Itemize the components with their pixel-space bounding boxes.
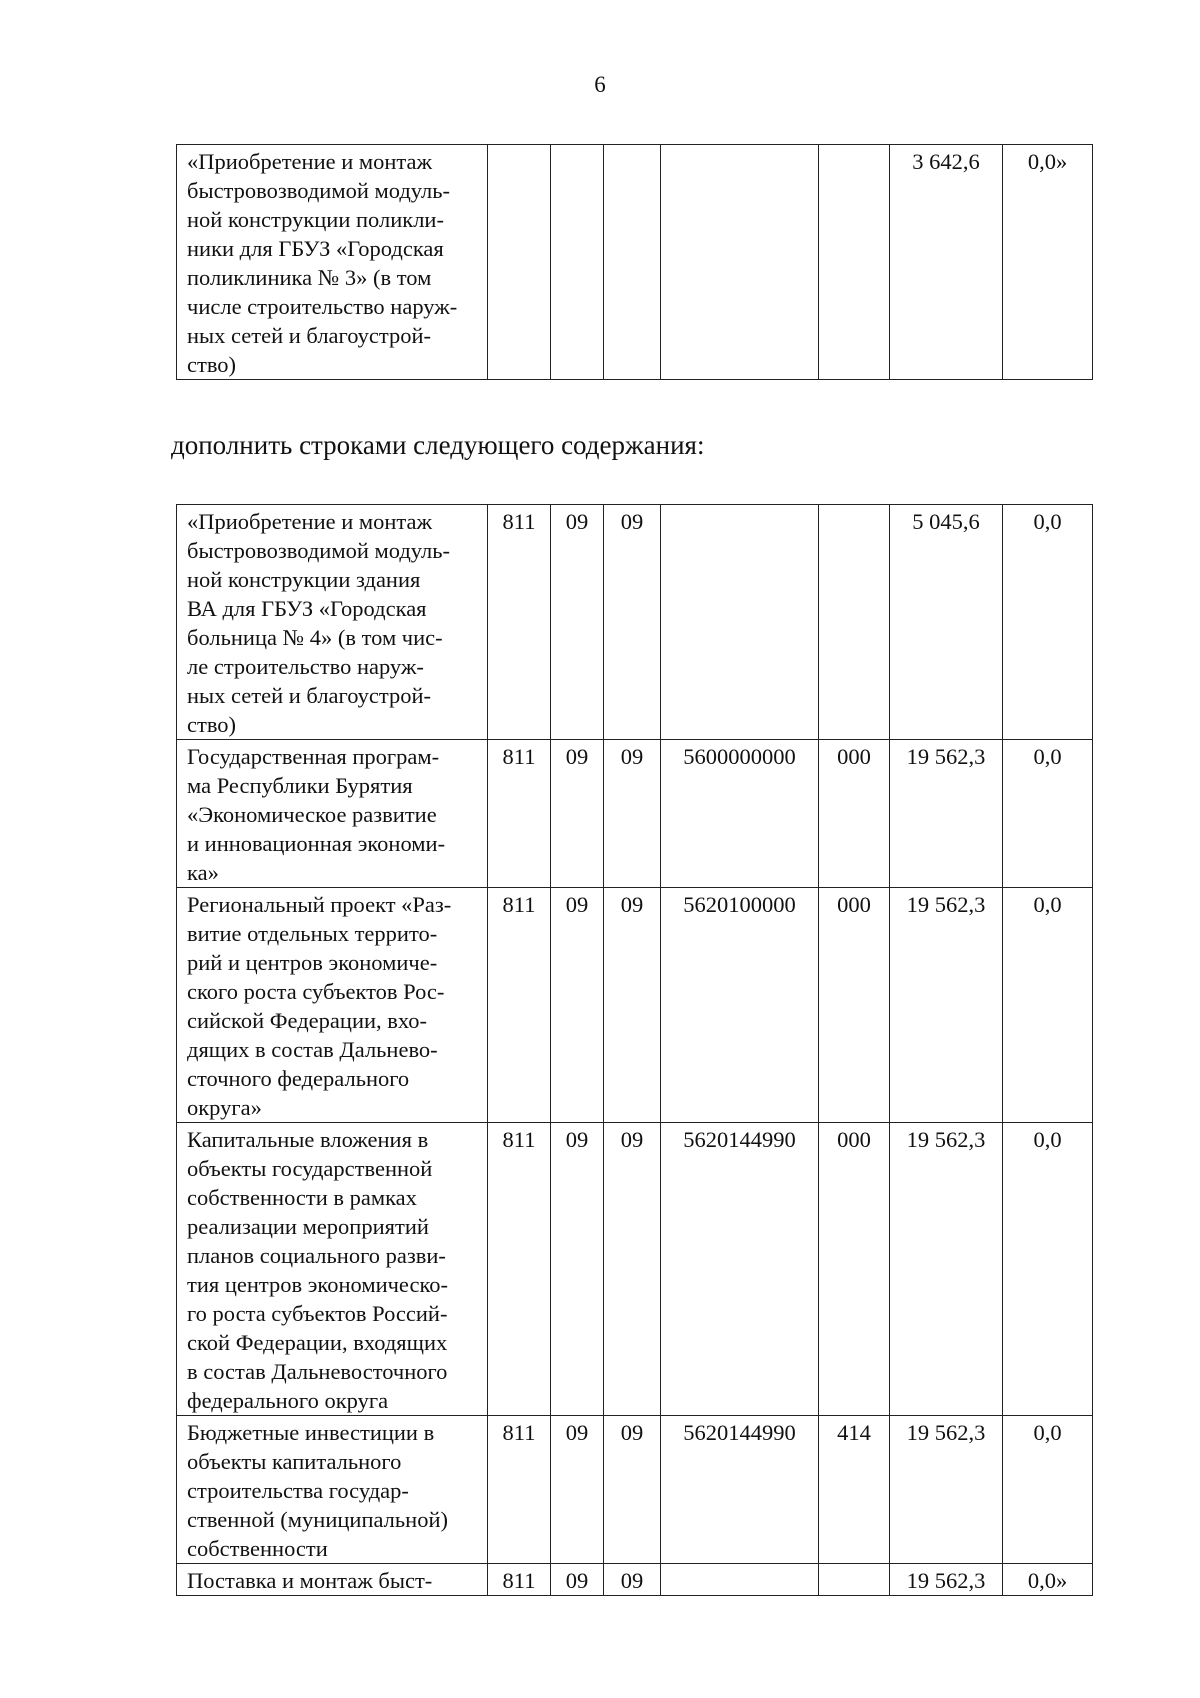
description-line: ных сетей и благоустрой- xyxy=(187,323,431,348)
expense-type-cell: 414 xyxy=(819,1416,890,1564)
subsection-code-cell: 09 xyxy=(604,888,661,1123)
description-line: быстровозводимой модуль- xyxy=(187,538,451,563)
description-line: быстровозводимой модуль- xyxy=(187,178,451,203)
amount-cell: 19 562,3 xyxy=(890,1416,1003,1564)
description-line: «Приобретение и монтаж xyxy=(187,149,433,174)
description-cell xyxy=(177,1416,488,1564)
expense-type-cell xyxy=(819,1564,890,1596)
table-row xyxy=(177,740,1093,888)
description-line: ной конструкции поликли- xyxy=(187,207,444,232)
page-number: 6 xyxy=(594,72,606,97)
target-article-cell xyxy=(661,1564,819,1596)
table-row xyxy=(177,1123,1093,1416)
expense-type-cell: 000 xyxy=(819,740,890,888)
table-row xyxy=(177,888,1093,1123)
admin-code-cell: 811 xyxy=(488,505,551,740)
amount-next-year-cell: 0,0» xyxy=(1003,1564,1093,1596)
description-cell xyxy=(177,505,488,740)
expense-type-cell xyxy=(819,505,890,740)
subsection-code-cell xyxy=(604,145,661,380)
description-line: ВА для ГБУЗ «Городская xyxy=(187,596,427,621)
admin-code-cell xyxy=(488,145,551,380)
description-line: ма Республики Бурятия xyxy=(187,773,413,798)
expense-type-cell xyxy=(819,145,890,380)
description-line: Региональный проект «Раз- xyxy=(187,892,452,917)
description-line: округа» xyxy=(187,1095,262,1120)
description-line: в состав Дальневосточного xyxy=(187,1359,448,1384)
amount-cell: 19 562,3 xyxy=(890,1123,1003,1416)
description-line: ского роста субъектов Рос- xyxy=(187,979,445,1004)
insertion-instruction: дополнить строками следующего содержания: xyxy=(171,430,705,460)
amount-next-year-cell: 0,0 xyxy=(1003,740,1093,888)
description-line: ка» xyxy=(187,860,219,885)
section-code-cell: 09 xyxy=(551,1564,604,1596)
amount-cell: 5 045,6 xyxy=(890,505,1003,740)
amount-next-year-cell: 0,0 xyxy=(1003,1123,1093,1416)
description-line: собственности в рамках xyxy=(187,1185,417,1210)
description-line: строительства государ- xyxy=(187,1478,409,1503)
description-line: федерального округа xyxy=(187,1388,389,1413)
section-code-cell: 09 xyxy=(551,1416,604,1564)
amount-cell: 19 562,3 xyxy=(890,888,1003,1123)
description-line: планов социального разви- xyxy=(187,1243,446,1268)
description-cell xyxy=(177,740,488,888)
table-row xyxy=(177,1416,1093,1564)
section-code-cell xyxy=(551,145,604,380)
section-code-cell: 09 xyxy=(551,888,604,1123)
description-line: объекты капитального xyxy=(187,1449,402,1474)
admin-code-cell: 811 xyxy=(488,1416,551,1564)
target-article-cell: 5620144990 xyxy=(661,1123,819,1416)
subsection-code-cell: 09 xyxy=(604,740,661,888)
description-line: «Приобретение и монтаж xyxy=(187,509,433,534)
description-line: больница № 4» (в том чис- xyxy=(187,625,443,650)
subsection-code-cell: 09 xyxy=(604,1416,661,1564)
target-article-cell: 5600000000 xyxy=(661,740,819,888)
description-line: собственности xyxy=(187,1536,328,1561)
description-cell xyxy=(177,1123,488,1416)
subsection-code-cell: 09 xyxy=(604,1123,661,1416)
subsection-code-cell: 09 xyxy=(604,505,661,740)
target-article-cell xyxy=(661,145,819,380)
description-line: витие отдельных террито- xyxy=(187,921,438,946)
description-line: го роста субъектов Россий- xyxy=(187,1301,448,1326)
description-line: Капитальные вложения в xyxy=(187,1127,429,1152)
description-line: Государственная програм- xyxy=(187,744,440,769)
description-line: числе строительство наруж- xyxy=(187,294,458,319)
description-line: «Экономическое развитие xyxy=(187,802,437,827)
target-article-cell: 5620144990 xyxy=(661,1416,819,1564)
table-row xyxy=(177,505,1093,740)
section-code-cell: 09 xyxy=(551,1123,604,1416)
description-line: поликлиника № 3» (в том xyxy=(187,265,432,290)
description-line: ных сетей и благоустрой- xyxy=(187,683,431,708)
description-line: тия центров экономическо- xyxy=(187,1272,448,1297)
description-line: ле строительство наруж- xyxy=(187,654,424,679)
description-line: дящих в состав Дальнево- xyxy=(187,1037,438,1062)
table-row xyxy=(177,145,1093,380)
section-code-cell: 09 xyxy=(551,505,604,740)
amount-next-year-cell: 0,0 xyxy=(1003,505,1093,740)
description-line: и инновационная экономи- xyxy=(187,831,446,856)
admin-code-cell: 811 xyxy=(488,1564,551,1596)
description-cell xyxy=(177,1564,488,1596)
description-line: сточного федерального xyxy=(187,1066,410,1091)
budget-table-existing xyxy=(176,144,1093,380)
description-line: ники для ГБУЗ «Городская xyxy=(187,236,444,261)
budget-table-added-rows xyxy=(176,504,1093,1596)
expense-type-cell: 000 xyxy=(819,1123,890,1416)
amount-cell: 19 562,3 xyxy=(890,1564,1003,1596)
amount-next-year-cell: 0,0» xyxy=(1003,145,1093,380)
description-line: Поставка и монтаж быст- xyxy=(187,1568,433,1593)
expense-type-cell: 000 xyxy=(819,888,890,1123)
table-row xyxy=(177,1564,1093,1596)
amount-next-year-cell: 0,0 xyxy=(1003,888,1093,1123)
description-cell xyxy=(177,145,488,380)
description-line: реализации мероприятий xyxy=(187,1214,429,1239)
target-article-cell xyxy=(661,505,819,740)
description-line: сийской Федерации, вхо- xyxy=(187,1008,428,1033)
description-line: рий и центров экономиче- xyxy=(187,950,438,975)
admin-code-cell: 811 xyxy=(488,740,551,888)
description-line: ство) xyxy=(187,352,237,377)
description-line: Бюджетные инвестиции в xyxy=(187,1420,435,1445)
admin-code-cell: 811 xyxy=(488,888,551,1123)
description-cell xyxy=(177,888,488,1123)
amount-next-year-cell: 0,0 xyxy=(1003,1416,1093,1564)
subsection-code-cell: 09 xyxy=(604,1564,661,1596)
admin-code-cell: 811 xyxy=(488,1123,551,1416)
target-article-cell: 5620100000 xyxy=(661,888,819,1123)
amount-cell: 19 562,3 xyxy=(890,740,1003,888)
description-line: ство) xyxy=(187,712,237,737)
description-line: ной конструкции здания xyxy=(187,567,421,592)
section-code-cell: 09 xyxy=(551,740,604,888)
description-line: ственной (муниципальной) xyxy=(187,1507,448,1532)
amount-cell: 3 642,6 xyxy=(890,145,1003,380)
description-line: ской Федерации, входящих xyxy=(187,1330,448,1355)
description-line: объекты государственной xyxy=(187,1156,433,1181)
